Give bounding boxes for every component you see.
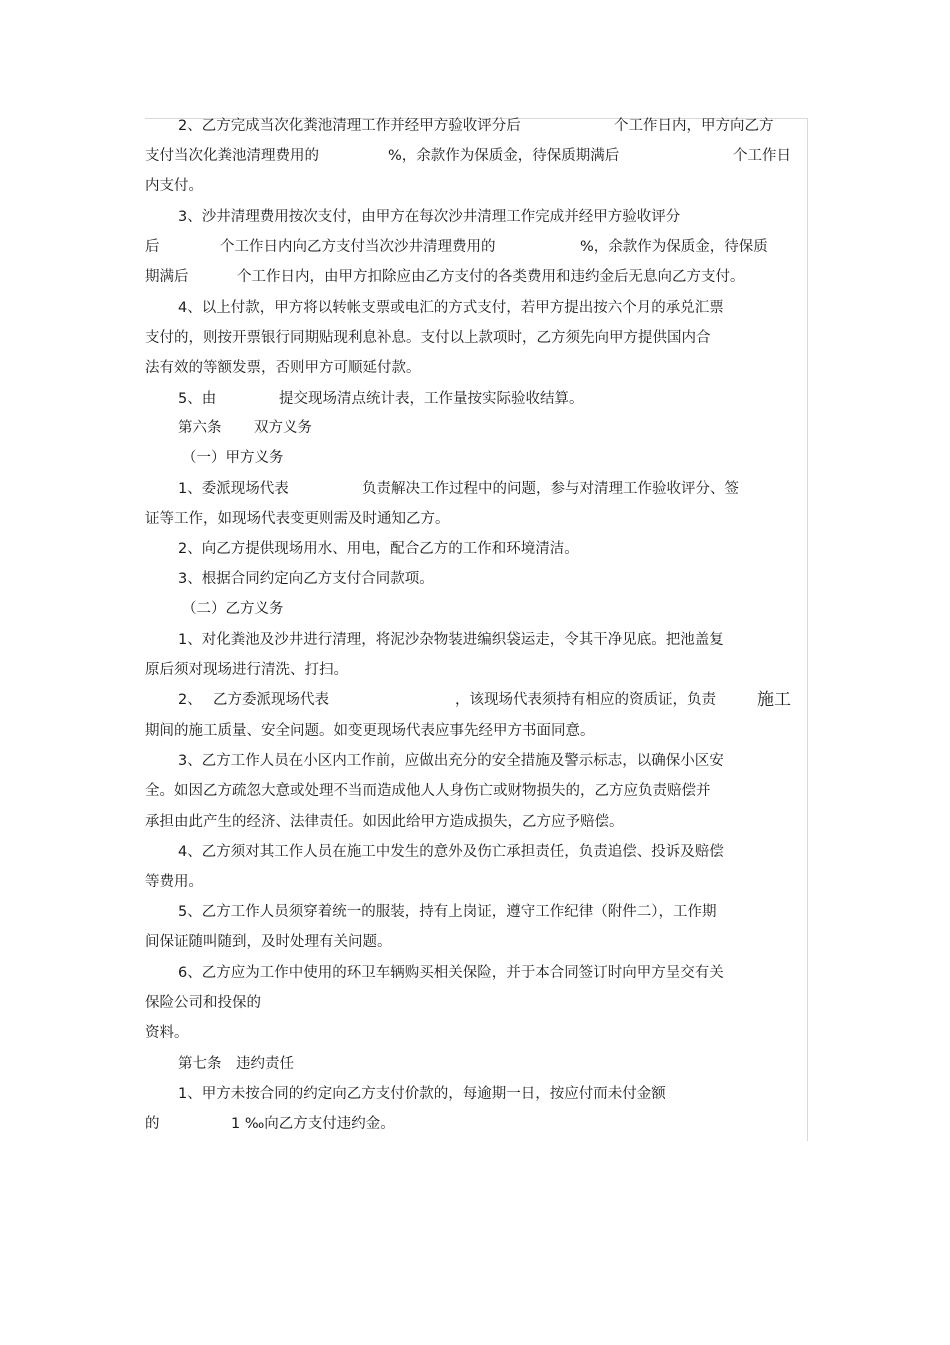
text-line-0-segment-0: 2、乙方完成当次化粪池清理工作并经甲方验收评分后 bbox=[178, 118, 521, 134]
text-line-9-segment-0: 5、由 bbox=[178, 391, 217, 407]
text-line-5-segment-1: 个工作日内，由甲方扣除应由乙方支付的各类费用和违约金后无息向乙方支付。 bbox=[237, 269, 745, 285]
text-line-33-segment-1: 1 ‰向乙方支付违约金。 bbox=[231, 1116, 395, 1132]
text-line-10-segment-1: 双方义务 bbox=[254, 420, 312, 436]
text-line-12-segment-0: 1、委派现场代表 bbox=[178, 481, 289, 497]
text-line-26-segment-0: 5、乙方工作人员须穿着统一的服装，持有上岗证，遵守工作纪律（附件二），工作期 bbox=[178, 904, 717, 920]
text-line-1-segment-0: 支付当次化粪池清理费用的 bbox=[145, 148, 319, 164]
text-line-7-segment-0: 支付的，则按开票银行同期贴现利息补息。支付以上款项时，乙方须先向甲方提供国内合 bbox=[145, 330, 711, 346]
text-line-0-segment-1: 个工作日内，甲方向乙方 bbox=[614, 118, 774, 134]
text-line-4-segment-1: 个工作日内向乙方支付当次沙井清理费用的 bbox=[220, 239, 496, 255]
text-line-30-segment-0: 资料。 bbox=[145, 1025, 189, 1041]
text-line-11-segment-0: （一）甲方义务 bbox=[182, 450, 284, 466]
text-line-19-segment-3: 施工 bbox=[757, 690, 791, 710]
text-line-20-segment-0: 期间的施工质量、安全问题。如变更现场代表应事先经甲方书面同意。 bbox=[145, 723, 595, 739]
text-line-4-segment-2: %，余款作为保质金，待保质 bbox=[580, 239, 768, 255]
text-line-10-segment-0: 第六条 bbox=[178, 420, 222, 436]
text-line-23-segment-0: 承担由此产生的经济、法律责任。如因此给甲方造成损失，乙方应予赔偿。 bbox=[145, 814, 624, 830]
text-line-12-segment-1: 负责解决工作过程中的问题，参与对清理工作验收评分、签 bbox=[362, 481, 739, 497]
text-line-14-segment-0: 2、向乙方提供现场用水、用电，配合乙方的工作和环境清洁。 bbox=[178, 541, 579, 557]
text-line-28-segment-0: 6、乙方应为工作中使用的环卫车辆购买相关保险，并于本合同签订时向甲方呈交有关 bbox=[178, 965, 724, 981]
text-line-1-segment-1: %，余款作为保质金，待保质期满后 bbox=[388, 148, 620, 164]
text-line-9-segment-1: 提交现场清点统计表，工作量按实际验收结算。 bbox=[279, 391, 584, 407]
text-line-31-segment-1: 违约责任 bbox=[236, 1056, 294, 1072]
text-line-31-segment-0: 第七条 bbox=[178, 1056, 222, 1072]
text-line-19-segment-0: 2、 bbox=[178, 692, 202, 708]
text-line-17-segment-0: 1、对化粪池及沙井进行清理，将泥沙杂物装进编织袋运走，令其干净见底。把池盖复 bbox=[178, 632, 724, 648]
text-line-24-segment-0: 4、乙方须对其工作人员在施工中发生的意外及伤亡承担责任，负责追偿、投诉及赔偿 bbox=[178, 844, 724, 860]
text-line-19-segment-2: ，该现场代表须持有相应的资质证，负责 bbox=[455, 692, 716, 708]
text-line-8-segment-0: 法有效的等额发票，否则甲方可顺延付款。 bbox=[145, 360, 421, 376]
text-line-22-segment-0: 全。如因乙方疏忽大意或处理不当而造成他人人身伤亡或财物损失的，乙方应负责赔偿并 bbox=[145, 783, 711, 799]
text-line-3-segment-0: 3、沙井清理费用按次支付，由甲方在每次沙井清理工作完成并经甲方验收评分 bbox=[178, 209, 681, 225]
text-line-29-segment-0: 保险公司和投保的 bbox=[145, 995, 261, 1011]
text-line-16-segment-0: （二）乙方义务 bbox=[182, 601, 284, 617]
text-line-27-segment-0: 间保证随叫随到，及时处理有关问题。 bbox=[145, 934, 392, 950]
text-line-18-segment-0: 原后须对现场进行清洗、打扫。 bbox=[145, 662, 348, 678]
text-line-1-segment-2: 个工作日 bbox=[733, 148, 791, 164]
text-line-15-segment-0: 3、根据合同约定向乙方支付合同款项。 bbox=[178, 571, 434, 587]
text-line-13-segment-0: 证等工作，如现场代表变更则需及时通知乙方。 bbox=[145, 511, 450, 527]
text-line-4-segment-0: 后 bbox=[145, 239, 160, 255]
text-line-33-segment-0: 的 bbox=[145, 1116, 160, 1132]
text-line-21-segment-0: 3、乙方工作人员在小区内工作前，应做出充分的安全措施及警示标志，以确保小区安 bbox=[178, 753, 724, 769]
text-line-25-segment-0: 等费用。 bbox=[145, 874, 203, 890]
text-line-2-segment-0: 内支付。 bbox=[145, 178, 203, 194]
text-line-5-segment-0: 期满后 bbox=[145, 269, 189, 285]
text-line-6-segment-0: 4、以上付款，甲方将以转帐支票或电汇的方式支付，若甲方提出按六个月的承兑汇票 bbox=[178, 300, 724, 316]
text-line-32-segment-0: 1、甲方未按合同的约定向乙方支付价款的，每逾期一日，按应付而未付金额 bbox=[178, 1086, 666, 1102]
text-line-19-segment-1: 乙方委派现场代表 bbox=[213, 692, 329, 708]
